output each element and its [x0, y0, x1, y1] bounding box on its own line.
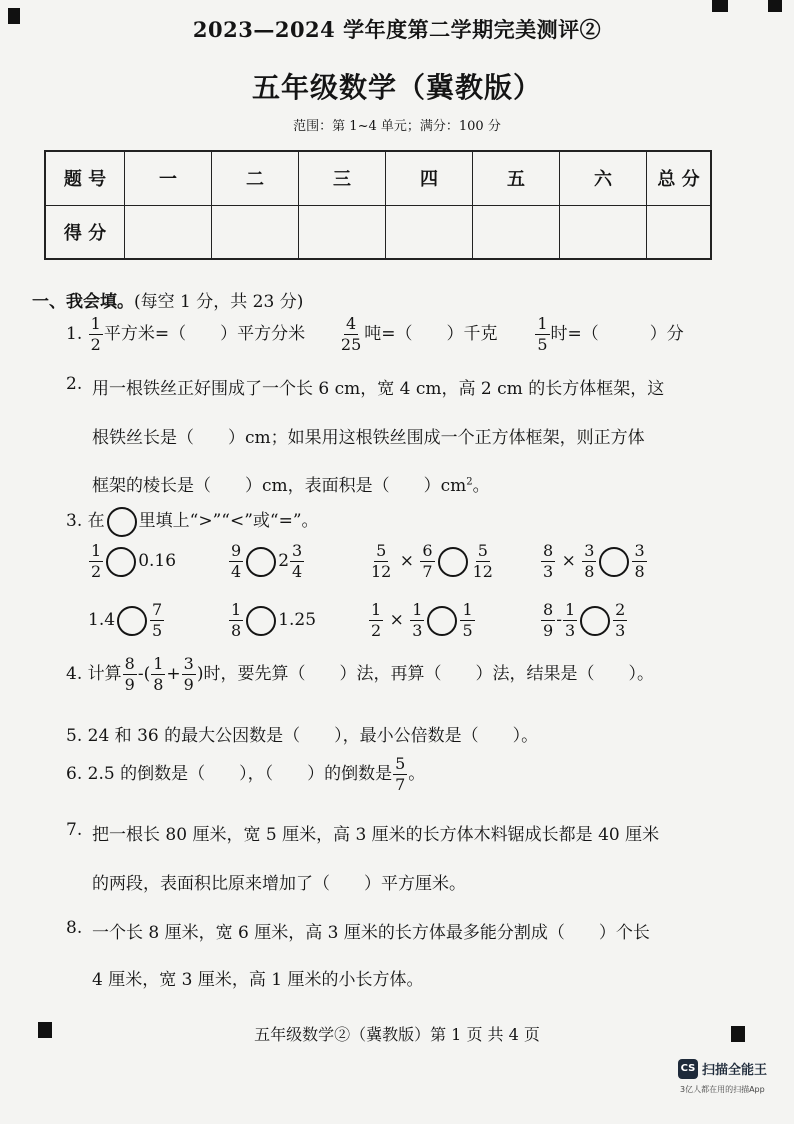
question-2-line-2: 根铁丝长是（ ）cm；如果用这根铁丝围成一个正方体框架，则正方体: [92, 428, 645, 448]
question-6: [66, 756, 425, 793]
numerator: 1: [412, 600, 423, 619]
whole-number: 2: [278, 551, 290, 571]
question-text: 。: [472, 476, 490, 496]
compare-item: [540, 543, 648, 580]
denominator: 9: [124, 675, 135, 694]
question-1: [66, 316, 684, 353]
operator: +: [166, 664, 181, 684]
answer-circle[interactable]: [580, 606, 610, 636]
fraction: [150, 602, 164, 639]
question-8-line-2: 4 厘米，宽 3 厘米，高 1 厘米的小长方体。: [92, 970, 424, 990]
denominator: 5: [537, 335, 548, 354]
answer-circle[interactable]: [246, 547, 276, 577]
compare-item: [368, 543, 496, 580]
question-text: 吨=（ ）千克: [364, 324, 498, 344]
operator: ×: [561, 551, 576, 571]
fraction: [393, 756, 407, 793]
denominator: 3: [615, 621, 626, 640]
operator: -: [556, 610, 562, 630]
numerator: 3: [292, 541, 303, 560]
denominator: 8: [634, 562, 645, 581]
answer-circle[interactable]: [427, 606, 457, 636]
denominator: 3: [564, 621, 576, 640]
denominator: 2: [371, 621, 382, 640]
denominator: 25: [340, 335, 362, 354]
compare-value: 1.4: [88, 610, 116, 630]
page-footer: 五年级数学②（冀教版）第 1 页 共 4 页: [254, 1025, 540, 1044]
answer-circle[interactable]: [599, 547, 629, 577]
numerator: 3: [584, 541, 595, 560]
operator: ×: [389, 610, 404, 630]
numerator: 6: [422, 541, 433, 560]
question-4: [66, 656, 654, 693]
question-2-line-1: 用一根铁丝正好围成了一个长 6 cm，宽 4 cm，高 2 cm 的长方体框架，这: [92, 379, 665, 399]
numerator: 9: [231, 541, 242, 560]
fraction: [290, 543, 304, 580]
operator: ×: [399, 551, 415, 571]
denominator: 3: [543, 562, 554, 581]
denominator: 4: [231, 562, 242, 581]
fraction: [460, 602, 474, 639]
fraction: [613, 602, 627, 639]
question-number: 6.: [66, 764, 83, 784]
answer-circle[interactable]: [246, 606, 276, 636]
question-number: 3.: [66, 511, 83, 531]
numerator: 5: [477, 541, 488, 560]
question-8-line-1: 一个长 8 厘米，宽 6 厘米，高 3 厘米的长方体最多能分割成（ ）个长: [92, 923, 650, 943]
fraction: [582, 543, 596, 580]
header-cell-5: 五: [473, 151, 560, 205]
fraction: [369, 543, 393, 580]
question-text: 。: [408, 764, 426, 784]
fraction: [229, 543, 243, 580]
denominator: 7: [395, 775, 406, 794]
exam-range: 范围：第 1~4 单元；满分：100 分: [293, 119, 501, 134]
registration-mark-top-right-2: [768, 0, 782, 12]
numerator: 1: [90, 314, 101, 333]
fraction: [632, 543, 646, 580]
question-text: 在: [87, 511, 105, 531]
score-cell: [473, 205, 560, 259]
compare-item: [88, 602, 165, 639]
fraction: [229, 602, 243, 639]
question-number: 5.: [66, 726, 83, 746]
header-cell-6: 六: [560, 151, 647, 205]
question-number: 4.: [66, 664, 83, 684]
numerator: 5: [395, 754, 406, 773]
question-text: 2.5 的倒数是（ ），（ ）的倒数是: [87, 764, 393, 784]
question-text: 时=（ ）分: [550, 324, 684, 344]
section-heading: [32, 287, 303, 312]
denominator: 5: [152, 621, 163, 640]
compare-item: [540, 602, 628, 639]
numerator: 2: [615, 600, 626, 619]
superscript: 2: [466, 476, 473, 488]
fraction: [339, 316, 363, 353]
denominator: 7: [422, 562, 433, 581]
compare-value: 1.25: [278, 610, 317, 630]
numerator: 1: [537, 314, 548, 333]
score-row-label: 得 分: [45, 205, 125, 259]
compare-item: [228, 543, 305, 580]
question-text: )时，要先算（ ）法，再算（ ）法，结果是（ ）。: [196, 664, 654, 684]
compare-item: [88, 543, 176, 580]
numerator: 1: [231, 600, 242, 619]
score-cell: [386, 205, 473, 259]
fraction: [151, 656, 165, 693]
fraction: [420, 543, 434, 580]
question-7-line-2: 的两段，表面积比原来增加了（ ）平方厘米。: [92, 874, 466, 894]
header-cell-label: 题 号: [45, 151, 125, 205]
fraction: [410, 602, 424, 639]
numerator: 3: [183, 654, 194, 673]
camscanner-logo-icon: CS: [678, 1059, 698, 1079]
numerator: 8: [124, 654, 135, 673]
denominator: 5: [462, 621, 473, 640]
denominator: 8: [584, 562, 595, 581]
denominator: 9: [183, 675, 194, 694]
score-cell: [212, 205, 299, 259]
score-table: [44, 150, 712, 260]
denominator: 8: [153, 675, 164, 694]
question-text: 里填上“>”“<”或“=”。: [138, 511, 319, 531]
numerator: 5: [376, 541, 387, 560]
denominator: 4: [292, 562, 303, 581]
exam-title: 2023—2024 学年度第二学期完美测评②: [192, 17, 602, 42]
question-text: 框架的棱长是（ ）cm，表面积是（ ）cm: [92, 476, 467, 496]
denominator: 8: [231, 621, 242, 640]
compare-value: 0.16: [138, 551, 177, 571]
answer-circle[interactable]: [106, 547, 136, 577]
numerator: 1: [371, 600, 382, 619]
answer-circle[interactable]: [117, 606, 147, 636]
score-cell: [560, 205, 647, 259]
fraction: [535, 316, 549, 353]
numerator: 1: [564, 600, 576, 619]
watermark-name: 扫描全能王: [702, 1063, 768, 1078]
compare-item: [368, 602, 476, 639]
header-cell-4: 四: [386, 151, 473, 205]
denominator: 12: [371, 562, 392, 581]
section-title: 一、我会填。: [32, 292, 134, 312]
question-8-number: 8.: [66, 918, 83, 938]
fraction: [123, 656, 137, 693]
watermark-tagline: 3亿人都在用的扫描App: [680, 1085, 765, 1094]
denominator: 3: [412, 621, 423, 640]
question-7-number: 7.: [66, 820, 83, 840]
fraction: [182, 656, 196, 693]
score-cell: [299, 205, 386, 259]
question-text: 计算: [87, 664, 122, 684]
score-table-score-row: [45, 205, 711, 259]
numerator: 1: [91, 541, 102, 560]
fraction: [89, 543, 103, 580]
fraction: [563, 602, 577, 639]
numerator: 4: [345, 314, 357, 333]
numerator: 1: [462, 600, 473, 619]
question-3-instruction: [66, 506, 319, 537]
denominator: 12: [472, 562, 493, 581]
fraction: [541, 602, 555, 639]
numerator: 1: [153, 654, 164, 673]
compare-item: [228, 602, 316, 639]
question-5: [66, 721, 538, 746]
answer-circle[interactable]: [438, 547, 468, 577]
question-2-number: 2.: [66, 374, 83, 394]
compare-circle-icon: [107, 507, 137, 537]
score-cell: [125, 205, 212, 259]
fraction: [369, 602, 383, 639]
score-cell-total: [647, 205, 712, 259]
denominator: 2: [91, 562, 102, 581]
header-cell-1: 一: [125, 151, 212, 205]
numerator: 8: [543, 541, 554, 560]
question-text: 平方米=（ ）平方分米: [103, 324, 306, 344]
header-cell-total: 总 分: [647, 151, 712, 205]
denominator: 9: [543, 621, 554, 640]
section-note: (每空 1 分，共 23 分): [134, 292, 304, 312]
question-7-line-1: 把一根长 80 厘米，宽 5 厘米，高 3 厘米的长方体木料锯成长都是 40 厘米: [92, 825, 660, 845]
fraction: [541, 543, 555, 580]
operator: -(: [137, 664, 151, 684]
numerator: 7: [152, 600, 163, 619]
numerator: 8: [543, 600, 554, 619]
question-text: 24 和 36 的最大公因数是（ ），最小公倍数是（ ）。: [87, 726, 539, 746]
question-2-line-3: [92, 471, 490, 496]
fraction: [89, 316, 103, 353]
exam-subtitle: 五年级数学（冀教版）: [251, 71, 542, 104]
fraction: [471, 543, 495, 580]
numerator: 3: [634, 541, 645, 560]
score-table-header-row: [45, 151, 711, 205]
header-cell-2: 二: [212, 151, 299, 205]
header-cell-3: 三: [299, 151, 386, 205]
registration-mark-top-right: [712, 0, 728, 12]
denominator: 2: [90, 335, 101, 354]
question-number: 1.: [66, 324, 83, 344]
